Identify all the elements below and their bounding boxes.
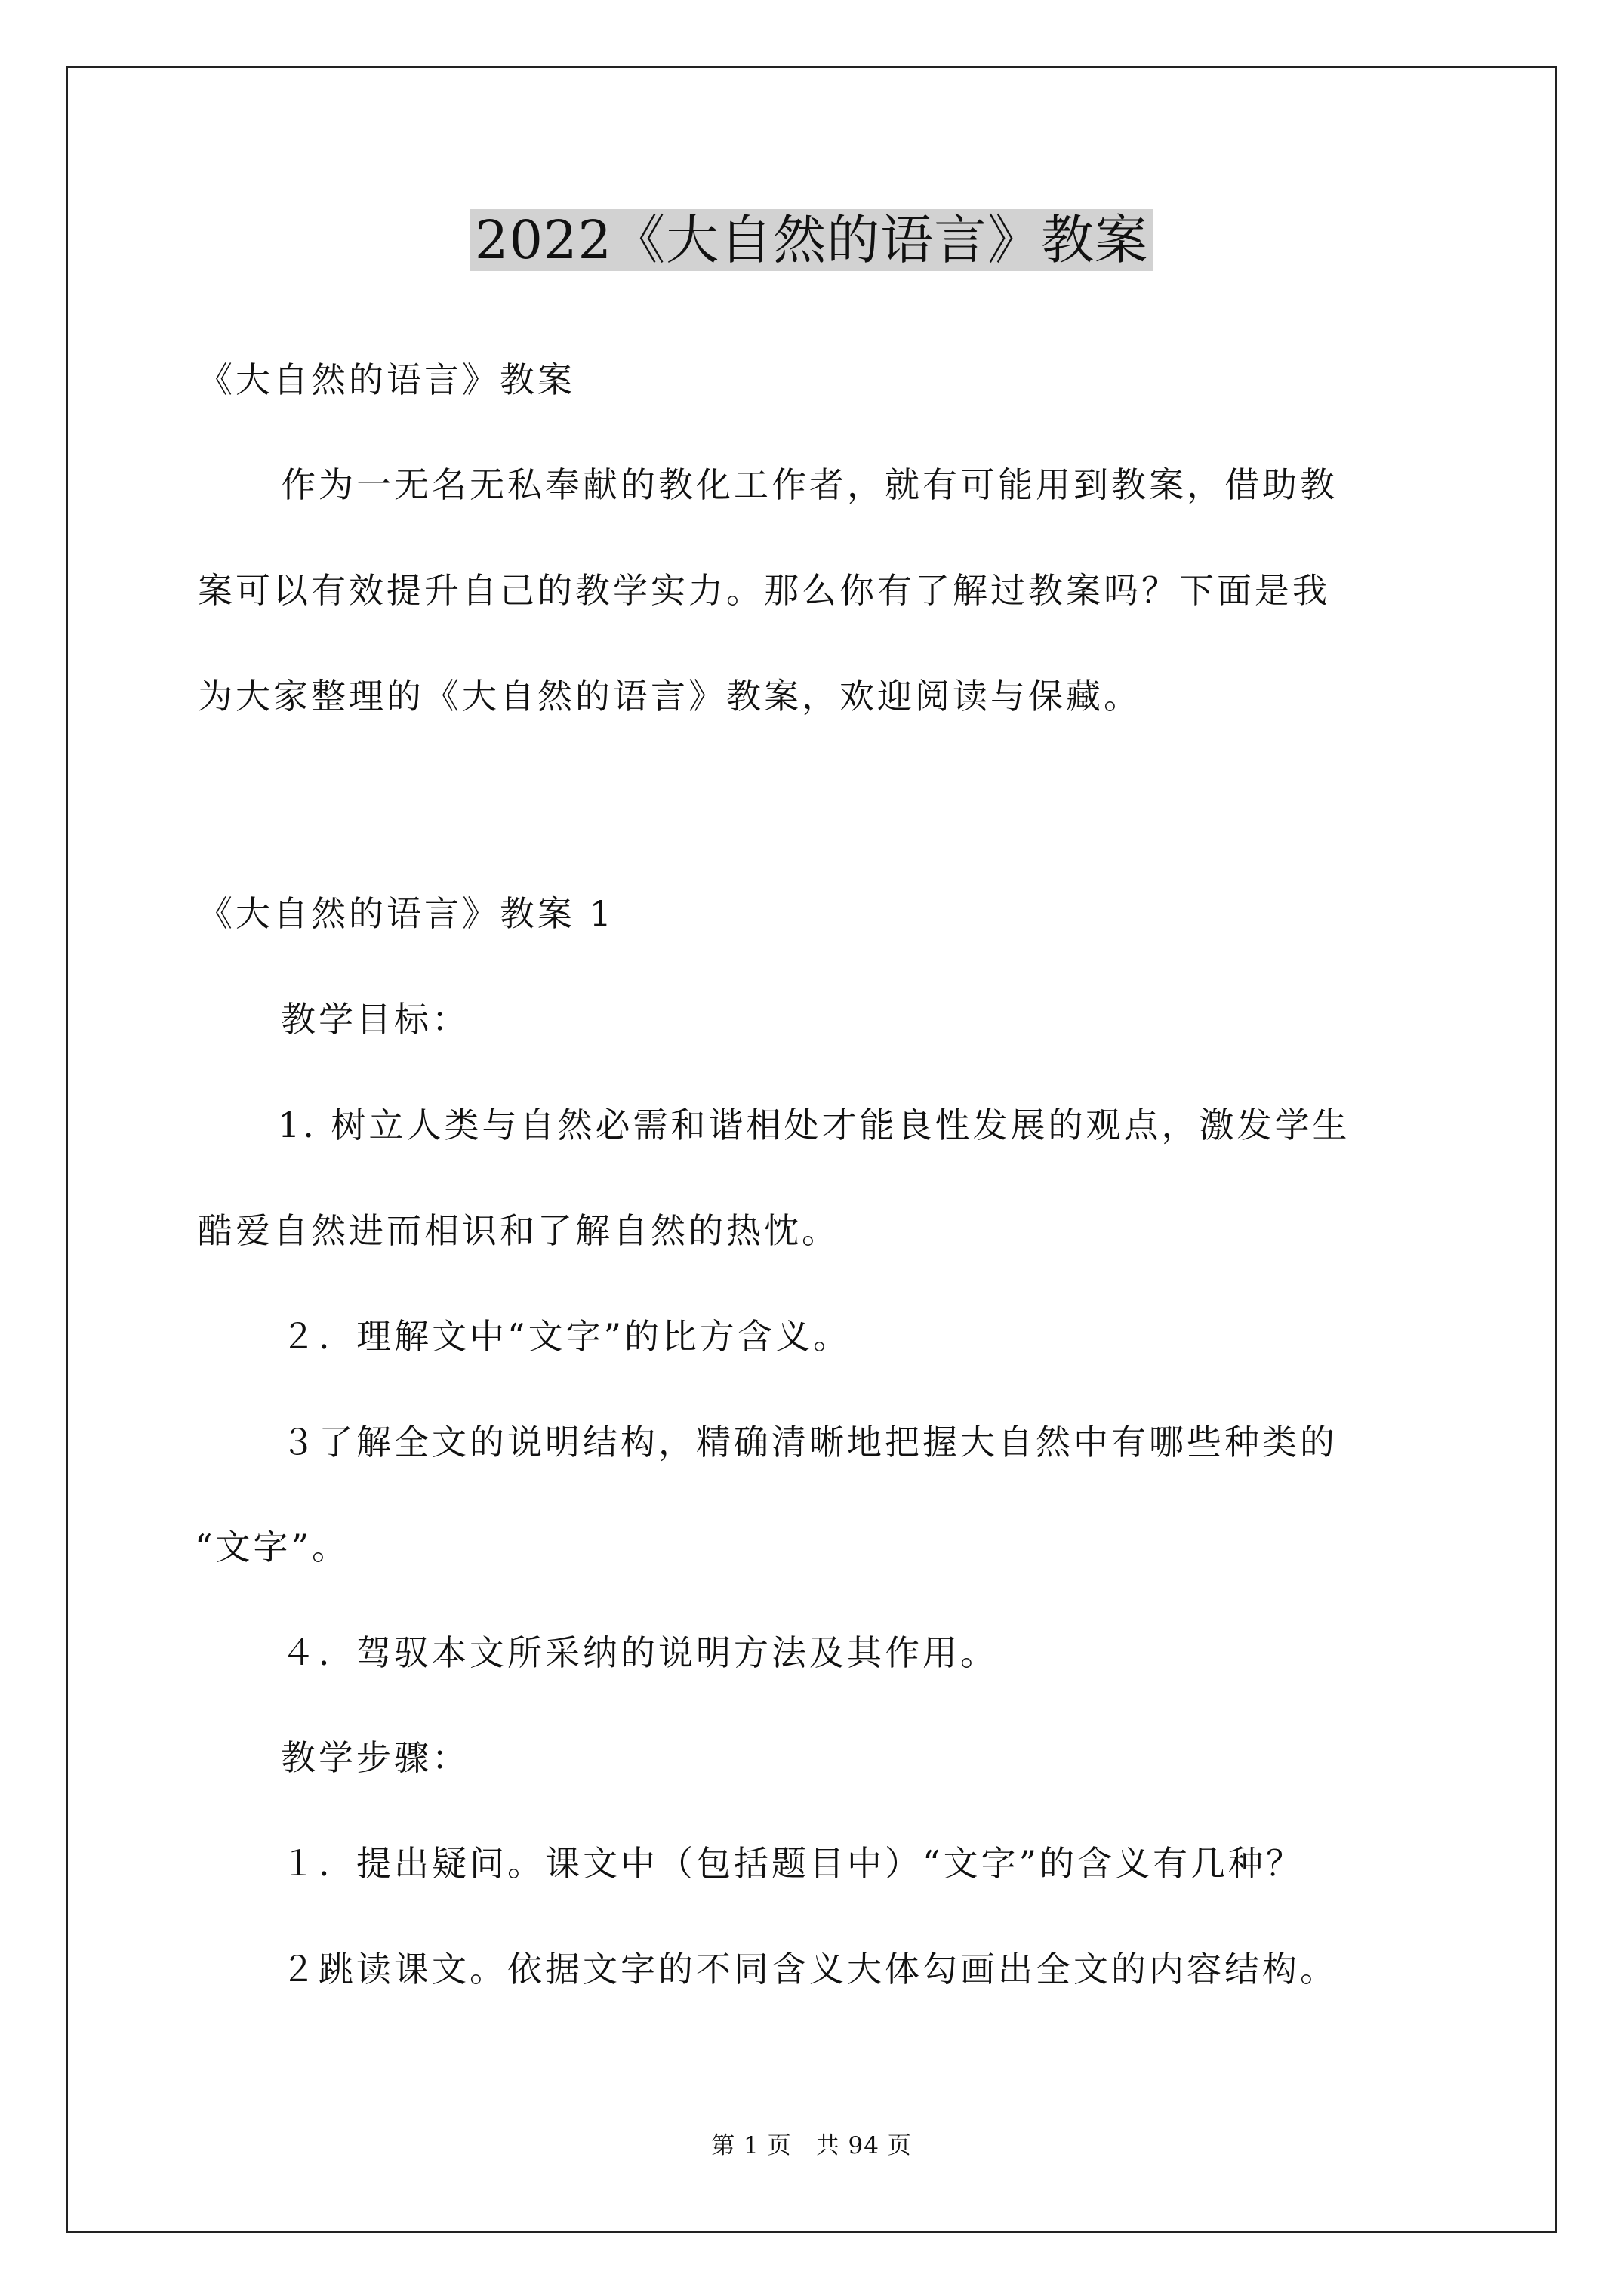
steps-heading: 教学步骤： bbox=[281, 1737, 470, 1778]
objective-1-line-1: 1. 树立人类与自然必需和谐相处才能良性发展的观点，激发学生 bbox=[278, 1105, 1350, 1145]
intro-line-1: 作为一无名无私奉献的教化工作者，就有可能用到教案，借助教 bbox=[281, 464, 1338, 505]
step-2: ２跳读课文。依据文字的不同含义大体勾画出全文的内容结构。 bbox=[281, 1949, 1338, 1989]
intro-line-3: 为大家整理的《大自然的语言》教案，欢迎阅读与保藏。 bbox=[198, 676, 1141, 717]
subtitle-line: 《大自然的语言》教案 bbox=[198, 359, 575, 400]
page-footer: 第 1 页 共 94 页 bbox=[711, 2132, 912, 2159]
objective-4: ４．驾驭本文所采纳的说明方法及其作用。 bbox=[281, 1632, 998, 1673]
step-1: １．提出疑问。课文中（包括题目中）“文字”的含义有几种？ bbox=[281, 1843, 1304, 1884]
intro-line-2: 案可以有效提升自己的教学实力。那么你有了解过教案吗？下面是我 bbox=[198, 570, 1330, 611]
objectives-heading: 教学目标： bbox=[281, 999, 470, 1040]
document-title-text: 2022《大自然的语言》教案 bbox=[470, 209, 1153, 271]
document-title bbox=[0, 202, 1623, 278]
objective-3-line-2: “文字”。 bbox=[195, 1527, 350, 1567]
section-heading: 《大自然的语言》教案 1 bbox=[198, 893, 614, 934]
objective-3-line-1: ３了解全文的说明结构，精确清晰地把握大自然中有哪些种类的 bbox=[281, 1422, 1338, 1462]
objective-2: ２．理解文中“文字”的比方含义。 bbox=[281, 1316, 852, 1357]
objective-1-line-2: 酷爱自然进而相识和了解自然的热忱。 bbox=[198, 1210, 839, 1251]
